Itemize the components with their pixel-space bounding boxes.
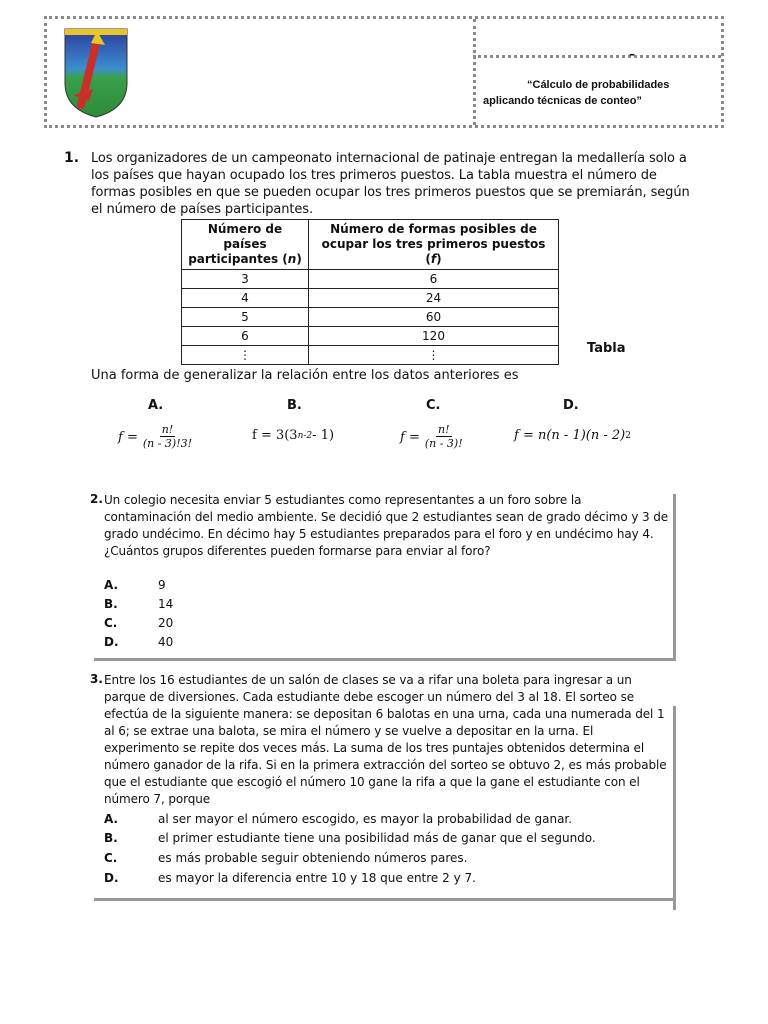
formula-a-fraction [141,424,194,451]
school-shield-logo [61,25,131,121]
question-3-number: 3. [90,672,103,686]
option-letter: B. [104,831,118,845]
formula-b-main: f = 3(3 [252,428,298,443]
question-1-prompt: Una forma de generalizar la relación entre los datos anteriores es [91,368,519,383]
formula-b-exponent: n-2 [297,430,313,441]
formula-a-denominator: (n - 3)!3! [142,437,193,450]
option-value: el primer estudiante tiene una posibilidad más de ganar que el segundo. [158,831,596,845]
option-a-formula[interactable] [118,424,194,451]
formula-c-lhs: f = [400,430,420,445]
question-2-text: Un colegio necesita enviar 5 estudiantes como representantes a un foro sobre la contaminación del medio ambiente. Se decidió que 2 estudiantes sean de grado décimo y 3 de grado undécimo. En décimo hay 5 estudiantes preparados para el foro y en undécimo hay 4. ¿Cuántos grupos diferentes pueden formarse para enviar al foro? [104,493,669,558]
option-value: al ser mayor el número escogido, es mayor la probabilidad de ganar. [158,812,573,826]
question-1-number: 1. [64,150,80,166]
option-value: 20 [158,616,174,630]
table-cell-n: 6 [182,327,309,346]
title-line-2: aplicando técnicas de conteo” [483,95,642,107]
option-value: 14 [158,597,174,611]
option-b-formula[interactable] [252,428,334,443]
option-letter: A. [104,812,119,826]
formula-d-main: f = n(n - 1)(n - 2) [514,428,626,443]
table-cell-f: 120 [309,327,559,346]
option-letter: D. [104,635,119,649]
formula-a-numerator: n! [161,423,174,436]
table-header-f-line1: Número de formas posibles de [330,222,537,236]
question-3-box-bottom [94,898,676,901]
table-header-n-paren: ) [296,252,302,266]
formula-b-tail: - 1) [312,428,335,443]
table-header-f [309,220,559,270]
table-header-n [182,220,309,270]
table-cell-f: 6 [309,270,559,289]
table-row [182,270,559,289]
table-header-n-var: n [287,252,297,266]
question-3-option-a[interactable] [104,811,572,828]
table-cell-f: ⋮ [309,346,559,365]
question-3-text: Entre los 16 estudiantes de un salón de clases se va a rifar una boleta para ingresar a un parque de diversiones. Cada estudiante debe escoger un número del 3 al 18. El sorteo se efectúa de la siguiente manera: se depositan 6 balotas en una urna, cada una numerada del 1 al 6; se extrae una balota, se mira el número y se vuelve a depositar en la urna. El experimento se repite dos veces más. La suma de los tres puntajes obtenidos determina el número ganador de la rifa. Si en la primera extracción del sorteo se obtuvo 2, es más probable que el estudiante que escogió el número 10 gane la rifa a que la gane el estudiante con el número 7, porque [104,673,667,806]
option-letter: C. [104,851,118,865]
table-header-f-paren: ) [436,252,442,266]
question-3-option-d[interactable] [104,870,476,887]
table-row [182,308,559,327]
header-divider-horizontal [473,55,721,58]
question-2-option-d[interactable] [104,634,173,651]
question-3-option-b[interactable] [104,830,596,847]
option-b-letter[interactable]: B. [287,398,302,413]
question-3-option-c[interactable] [104,850,467,867]
option-c-letter[interactable]: C. [426,398,441,413]
question-2-option-a[interactable] [104,577,166,594]
question-1-text: Los organizadores de un campeonato internacional de patinaje entregan la medallería solo a los países que hayan ocupado los tres primeros puestos. La tabla muestra el número de formas posibles en que se pueden ocupar los tres primeros puestos que se premiarán, según el número de países participantes. [91,151,690,217]
option-letter: D. [104,871,119,885]
document-title [483,77,713,109]
option-a-letter[interactable]: A. [148,398,164,413]
header-dash: – [629,47,635,61]
table-cell-n: 3 [182,270,309,289]
question-2-option-b[interactable] [104,596,173,613]
table-header-f-var: f [430,252,437,266]
option-value: 40 [158,635,174,649]
option-letter: A. [104,578,119,592]
formula-c-fraction [423,424,465,451]
table-row [182,327,559,346]
question-2-number: 2. [90,492,103,506]
question-2-box-bottom [94,658,676,661]
formula-d-exponent: 2 [625,430,631,441]
option-value: 9 [158,578,166,592]
option-d-formula[interactable] [514,428,631,443]
option-d-letter[interactable]: D. [563,398,579,413]
table-label: Tabla [587,341,626,356]
table-cell-n: 5 [182,308,309,327]
option-c-formula[interactable] [400,424,465,451]
table-row [182,346,559,365]
table-cell-f: 60 [309,308,559,327]
header-divider-vertical [473,19,476,125]
option-letter: B. [104,597,118,611]
table-header-n-line2: participantes ( [188,252,288,266]
formula-a-lhs: f = [118,430,138,445]
table-cell-n: 4 [182,289,309,308]
option-value: es mayor la diferencia entre 10 y 18 que entre 2 y 7. [158,871,476,885]
document-header [44,16,724,128]
option-value: es más probable seguir obteniendo números pares. [158,851,468,865]
title-line-1: “Cálculo de probabilidades [527,79,670,91]
option-letter: C. [104,616,118,630]
table-row [182,289,559,308]
question-2-option-c[interactable] [104,615,173,632]
formula-c-denominator: (n - 3)! [424,437,463,450]
formula-c-numerator: n! [437,423,450,436]
table-cell-n: ⋮ [182,346,309,365]
table-header-n-line1: Número de países [207,222,283,251]
data-table [181,219,559,365]
table-cell-f: 24 [309,289,559,308]
table-header-f-line2: ocupar los tres primeros puestos ( [321,237,546,266]
